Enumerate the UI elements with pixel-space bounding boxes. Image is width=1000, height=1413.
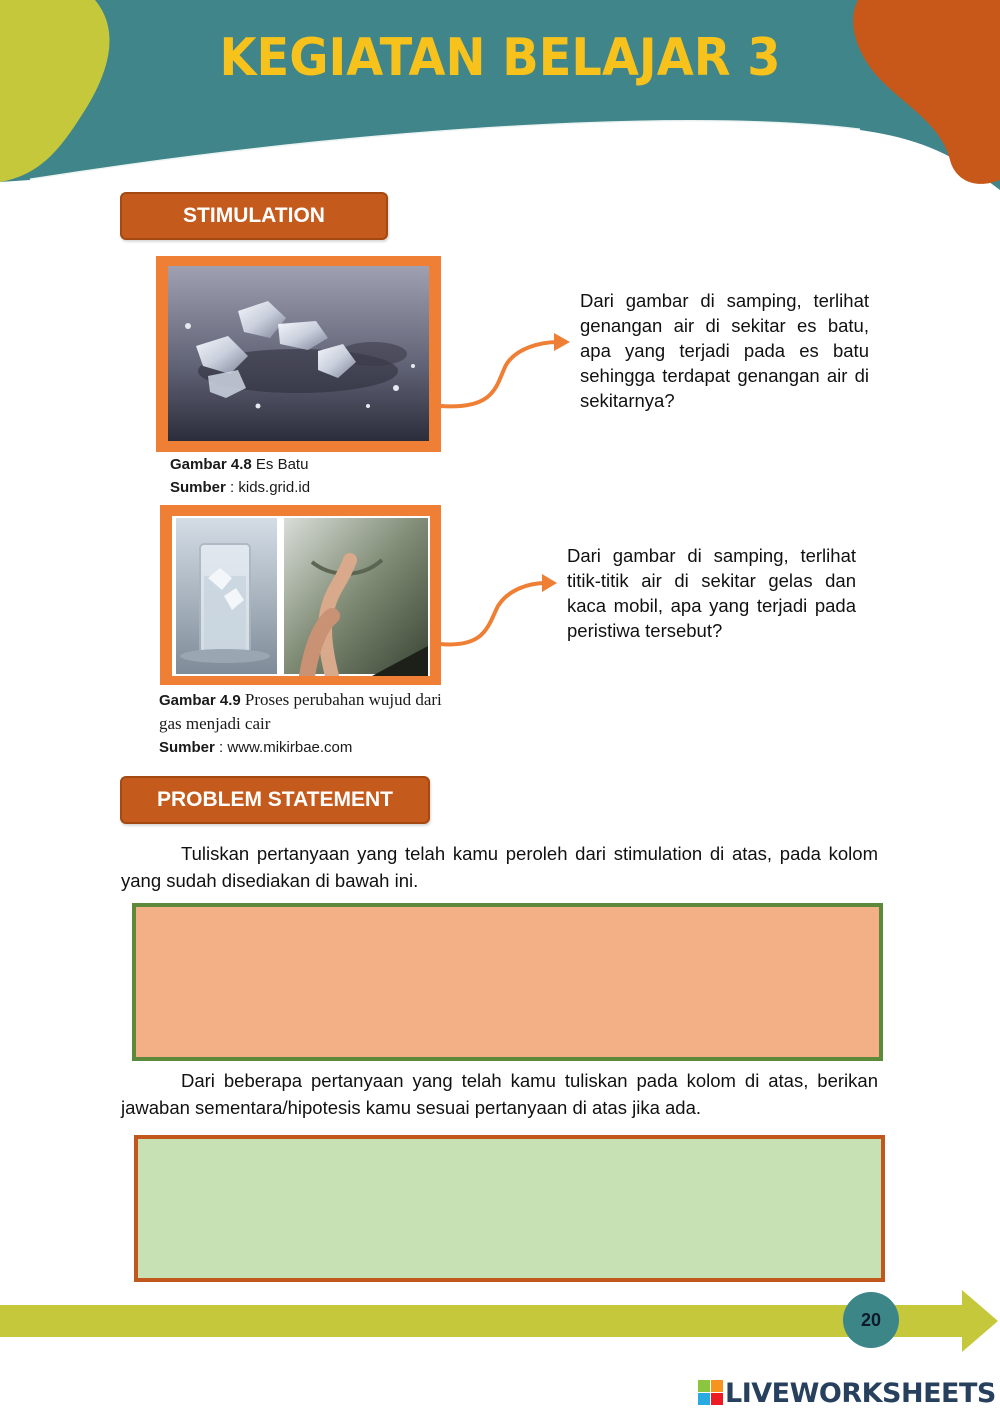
caption-label: Gambar 4.8: [170, 456, 252, 473]
source-text: : kids.grid.id: [230, 479, 311, 496]
caption-text: Es Batu: [255, 456, 309, 473]
page-title: KEGIATAN BELAJAR 3: [219, 28, 781, 88]
figure-condensation-frame: [160, 505, 441, 685]
figure-4-9-caption: [159, 688, 459, 759]
questions-input-box[interactable]: [132, 903, 883, 1061]
liveworksheets-watermark: [698, 1376, 996, 1410]
footer-bar: [0, 1305, 970, 1337]
condensation-image: [172, 516, 430, 676]
watermark-text: LIVEWORKSHEETS: [725, 1377, 996, 1409]
source-label: Sumber: [170, 479, 226, 496]
ice-cubes-image: [168, 266, 429, 441]
figure-4-8-caption: [170, 453, 450, 499]
instruction-questions: Tuliskan pertanyaan yang telah kamu peroleh dari stimulation di atas, pada kolom yang sudah disediakan di bawah ini.: [121, 843, 878, 891]
figure-2-question: Dari gambar di samping, terlihat titik-titik air di sekitar gelas dan kaca mobil, apa yang terjadi pada peristiwa tersebut?: [567, 545, 856, 641]
arrow-2-icon: [436, 570, 561, 655]
instruction-hypothesis: Dari beberapa pertanyaan yang telah kamu tuliskan pada kolom di atas, berikan jawaban sementara/hipotesis kamu sesuai pertanyaan di atas jika ada.: [121, 1070, 878, 1118]
figure-ice-cubes-frame: [156, 256, 441, 452]
source-text: : www.mikirbae.com: [219, 739, 353, 756]
arrow-1-icon: [436, 330, 576, 415]
problem-statement-heading-label: PROBLEM STATEMENT: [156, 788, 394, 811]
caption-text: Proses perubahan wujud dari gas menjadi cair: [159, 690, 442, 733]
source-label: Sumber: [159, 739, 215, 756]
hypothesis-input-box[interactable]: [134, 1135, 885, 1282]
problem-statement-heading: [120, 776, 430, 824]
liveworksheets-logo-icon: [698, 1380, 724, 1406]
footer-arrow-head-icon: [960, 1288, 1000, 1354]
caption-label: Gambar 4.9: [159, 692, 241, 709]
stimulation-heading: [120, 192, 388, 240]
page-number: 20: [843, 1292, 899, 1348]
figure-1-question: Dari gambar di samping, terlihat genangan air di sekitar es batu, apa yang terjadi pada es batu sehingga terdapat genangan air di sekitarnya?: [580, 290, 869, 411]
stimulation-heading-label: STIMULATION: [183, 204, 325, 227]
